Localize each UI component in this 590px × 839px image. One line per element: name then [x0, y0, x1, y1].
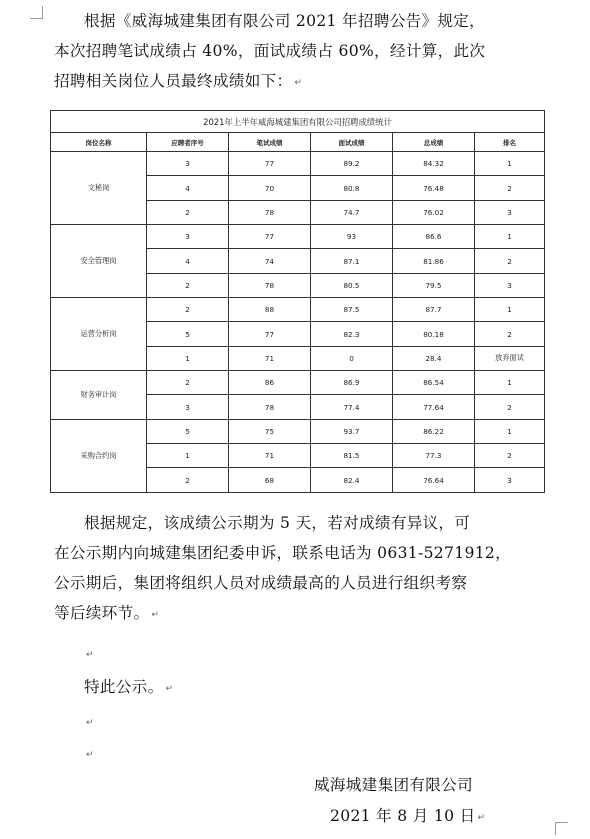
paragraph-mark-icon: ↵	[294, 78, 303, 88]
cell-interview-score: 93	[311, 225, 393, 249]
cell-rank: 1	[475, 419, 545, 443]
cell-rank: 3	[475, 200, 545, 224]
cell-written-score: 86	[229, 371, 311, 395]
cell-applicant-no: 5	[147, 322, 229, 346]
position-name: 安全管理岗	[51, 225, 147, 298]
cell-interview-score: 86.9	[311, 371, 393, 395]
cell-total-score: 86.22	[393, 419, 475, 443]
paragraph-mark-icon: ↵	[151, 610, 160, 620]
cell-written-score: 78	[229, 395, 311, 419]
cell-total-score: 79.5	[393, 273, 475, 297]
intro-paragraph	[54, 6, 530, 98]
cell-total-score: 81.86	[393, 249, 475, 273]
cell-interview-score: 0	[311, 346, 393, 370]
empty-paragraph	[54, 638, 530, 670]
cell-written-score: 70	[229, 176, 311, 200]
cell-applicant-no: 2	[147, 298, 229, 322]
cell-interview-score: 89.2	[311, 152, 393, 176]
header-rank: 排名	[475, 133, 545, 152]
header-interview-score: 面试成绩	[311, 133, 393, 152]
cell-total-score: 76.48	[393, 176, 475, 200]
header-written-score: 笔试成绩	[229, 133, 311, 152]
page-corner-mark-top-left	[30, 6, 43, 19]
cell-applicant-no: 2	[147, 468, 229, 493]
intro-line: 根据《威海城建集团有限公司 2021 年招聘公告》规定，	[84, 12, 486, 30]
cell-interview-score: 80.8	[311, 176, 393, 200]
cell-interview-score: 93.7	[311, 419, 393, 443]
cell-total-score: 80.18	[393, 322, 475, 346]
cell-interview-score: 81.5	[311, 444, 393, 468]
cell-total-score: 86.6	[393, 225, 475, 249]
cell-written-score: 74	[229, 249, 311, 273]
cell-rank: 2	[475, 395, 545, 419]
header-position: 岗位名称	[51, 133, 147, 152]
table-row	[51, 225, 545, 249]
table-row	[51, 419, 545, 443]
cell-applicant-no: 4	[147, 176, 229, 200]
cell-written-score: 71	[229, 346, 311, 370]
cell-applicant-no: 1	[147, 444, 229, 468]
cell-total-score: 76.02	[393, 200, 475, 224]
header-applicant-no: 应聘者序号	[147, 133, 229, 152]
position-name: 采购合约岗	[51, 419, 147, 492]
empty-paragraph	[54, 706, 530, 738]
paragraph-mark-icon: ↵	[86, 750, 94, 760]
position-name: 财务审计岗	[51, 371, 147, 420]
cell-interview-score: 87.5	[311, 298, 393, 322]
table-row	[51, 152, 545, 176]
cell-applicant-no: 3	[147, 152, 229, 176]
table-header-row	[51, 133, 545, 152]
cell-total-score: 87.7	[393, 298, 475, 322]
cell-total-score: 86.54	[393, 371, 475, 395]
cell-total-score: 84.32	[393, 152, 475, 176]
cell-written-score: 88	[229, 298, 311, 322]
position-name: 文秘岗	[51, 152, 147, 225]
cell-applicant-no: 3	[147, 395, 229, 419]
position-name: 运营分析岗	[51, 298, 147, 371]
cell-rank: 2	[475, 322, 545, 346]
cell-rank: 2	[475, 444, 545, 468]
results-table	[50, 110, 545, 493]
table-row	[51, 371, 545, 395]
cell-total-score: 77.64	[393, 395, 475, 419]
closing-text: 特此公示。	[84, 678, 164, 696]
cell-rank: 1	[475, 371, 545, 395]
cell-applicant-no: 2	[147, 371, 229, 395]
signature-date: 2021 年 8 月 10 日 ↵	[330, 807, 486, 825]
cell-total-score: 77.3	[393, 444, 475, 468]
page-corner-mark-bottom-right	[555, 822, 568, 835]
intro-line: 招聘相关岗位人员最终成绩如下： ↵	[54, 72, 303, 90]
cell-interview-score: 74.7	[311, 200, 393, 224]
cell-interview-score: 77.4	[311, 395, 393, 419]
paragraph-mark-icon: ↵	[86, 650, 94, 660]
notice-line: 公示期后，集团将组织人员对成绩最高的人员进行组织考察	[54, 574, 468, 592]
cell-written-score: 78	[229, 200, 311, 224]
cell-rank: 2	[475, 249, 545, 273]
notice-line: 等后续环节。 ↵	[54, 604, 160, 622]
cell-applicant-no: 5	[147, 419, 229, 443]
cell-applicant-no: 2	[147, 273, 229, 297]
cell-rank: 3	[475, 273, 545, 297]
cell-written-score: 75	[229, 419, 311, 443]
cell-total-score: 76.64	[393, 468, 475, 493]
paragraph-mark-icon: ↵	[86, 718, 94, 728]
cell-written-score: 78	[229, 273, 311, 297]
cell-rank: 1	[475, 225, 545, 249]
paragraph-mark-icon: ↵	[477, 813, 486, 823]
empty-paragraph	[54, 738, 530, 770]
cell-written-score: 77	[229, 152, 311, 176]
table-title: 2021年上半年威海城建集团有限公司招聘成绩统计	[51, 111, 545, 133]
notice-line: 根据规定，该成绩公示期为 5 天，若对成绩有异议，可	[84, 514, 471, 532]
cell-written-score: 77	[229, 225, 311, 249]
cell-total-score: 28.4	[393, 346, 475, 370]
cell-applicant-no: 4	[147, 249, 229, 273]
cell-interview-score: 82.3	[311, 322, 393, 346]
cell-applicant-no: 2	[147, 200, 229, 224]
notice-line: 在公示期内向城建集团纪委申诉，联系电话为 0631-5271912，	[54, 544, 512, 562]
cell-applicant-no: 1	[147, 346, 229, 370]
cell-interview-score: 80.5	[311, 273, 393, 297]
cell-rank: 1	[475, 298, 545, 322]
paragraph-mark-icon: ↵	[165, 684, 174, 694]
signature-company: 威海城建集团有限公司	[314, 776, 473, 794]
closing-paragraph	[54, 672, 530, 704]
header-total-score: 总成绩	[393, 133, 475, 152]
cell-rank: 放弃面试	[475, 346, 545, 370]
intro-line: 本次招聘笔试成绩占 40%，面试成绩占 60%，经计算，此次	[54, 42, 486, 60]
notice-paragraph	[54, 508, 530, 630]
cell-written-score: 68	[229, 468, 311, 493]
cell-written-score: 77	[229, 322, 311, 346]
table-row	[51, 298, 545, 322]
cell-interview-score: 82.4	[311, 468, 393, 493]
cell-rank: 3	[475, 468, 545, 493]
cell-applicant-no: 3	[147, 225, 229, 249]
cell-interview-score: 87.1	[311, 249, 393, 273]
cell-rank: 2	[475, 176, 545, 200]
cell-written-score: 71	[229, 444, 311, 468]
cell-rank: 1	[475, 152, 545, 176]
